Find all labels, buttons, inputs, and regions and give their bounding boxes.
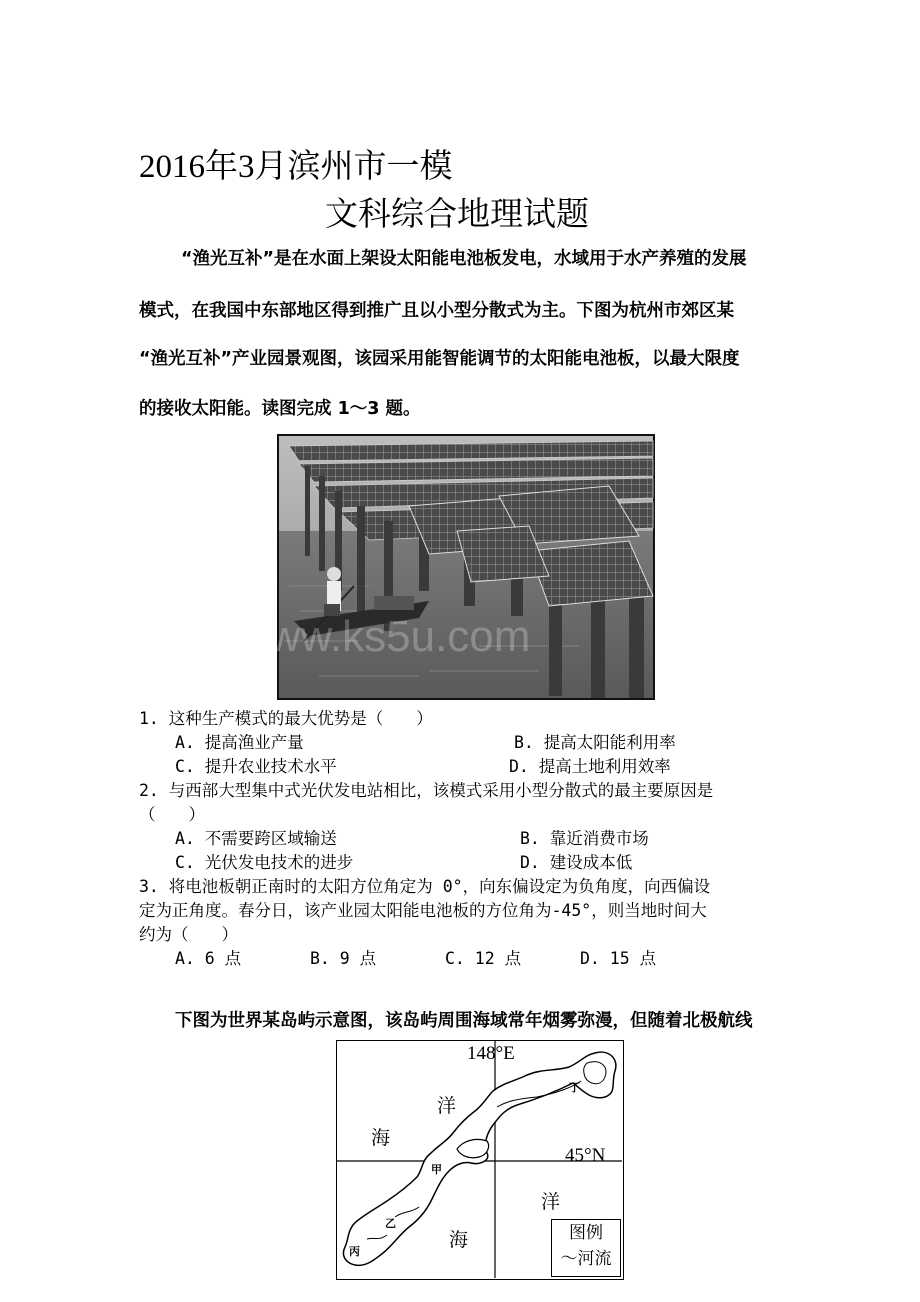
intro-line-1: “渔光互补”是在水面上架设太阳能电池板发电，水域用于水产养殖的发展 bbox=[181, 249, 747, 269]
q1-option-d[interactable]: D. 提高土地利用效率 bbox=[509, 757, 671, 776]
map-legend bbox=[551, 1219, 621, 1277]
place-yi: 乙 bbox=[385, 1217, 396, 1230]
q2-option-d[interactable]: D. 建设成本低 bbox=[520, 853, 633, 872]
watermark: www.ks5u.com bbox=[237, 612, 531, 661]
q1-option-b[interactable]: B. 提高太阳能利用率 bbox=[514, 733, 676, 752]
q2-option-c[interactable]: C. 光伏发电技术的进步 bbox=[175, 853, 354, 872]
intro-line-4: 的接收太阳能。读图完成 1～3 题。 bbox=[139, 399, 421, 419]
legend-title: 图例 bbox=[569, 1223, 603, 1243]
island-map bbox=[336, 1040, 624, 1280]
q2-option-a[interactable]: A. 不需要跨区域输送 bbox=[175, 829, 337, 848]
intro-line-3: “渔光互补”产业园景观图，该园采用能智能调节的太阳能电池板，以最大限度 bbox=[139, 349, 740, 369]
section2-intro: 下图为世界某岛屿示意图，该岛屿周围海域常年烟雾弥漫，但随着北极航线 bbox=[175, 1011, 753, 1031]
sea-label-west: 海 bbox=[371, 1128, 391, 1149]
latitude-label: 45°N bbox=[565, 1145, 606, 1166]
ocean-label-south: 洋 bbox=[541, 1192, 561, 1213]
q3-stem-line-2: 定为正角度。春分日，该产业园太阳能电池板的方位角为-45°，则当地时间大 bbox=[139, 901, 707, 920]
q2-stem-line-1: 2. 与西部大型集中式光伏发电站相比，该模式采用小型分散式的最主要原因是 bbox=[139, 781, 714, 800]
q3-option-a[interactable]: A. 6 点 bbox=[175, 949, 242, 968]
q3-stem-line-3: 约为（ ） bbox=[139, 925, 238, 944]
q1-option-a[interactable]: A. 提高渔业产量 bbox=[175, 733, 304, 752]
legend-river: ～河流 bbox=[560, 1249, 612, 1269]
q1-stem: 1. 这种生产模式的最大优势是（ ） bbox=[139, 709, 433, 728]
place-bing: 丙 bbox=[349, 1245, 360, 1258]
exam-title: 2016年3月滨州市一模 bbox=[139, 149, 453, 185]
solar-farm-photo bbox=[237, 434, 655, 700]
q3-option-c[interactable]: C. 12 点 bbox=[445, 949, 522, 968]
place-ding: 丁 bbox=[569, 1081, 580, 1094]
q3-option-d[interactable]: D. 15 点 bbox=[580, 949, 657, 968]
ocean-label-north: 洋 bbox=[437, 1096, 457, 1117]
place-jia: 甲 bbox=[431, 1163, 442, 1176]
longitude-label: 148°E bbox=[467, 1043, 515, 1064]
q2-stem-line-2: （ ） bbox=[139, 805, 205, 824]
sea-label-south: 海 bbox=[449, 1230, 469, 1251]
intro-line-2: 模式，在我国中东部地区得到推广且以小型分散式为主。下图为杭州市郊区某 bbox=[139, 301, 734, 321]
exam-subtitle: 文科综合地理试题 bbox=[325, 197, 589, 233]
q1-option-c[interactable]: C. 提升农业技术水平 bbox=[175, 757, 337, 776]
q3-option-b[interactable]: B. 9 点 bbox=[310, 949, 377, 968]
q2-option-b[interactable]: B. 靠近消费市场 bbox=[520, 829, 649, 848]
q3-stem-line-1: 3. 将电池板朝正南时的太阳方位角定为 0°，向东偏设定为负角度，向西偏设 bbox=[139, 877, 711, 896]
